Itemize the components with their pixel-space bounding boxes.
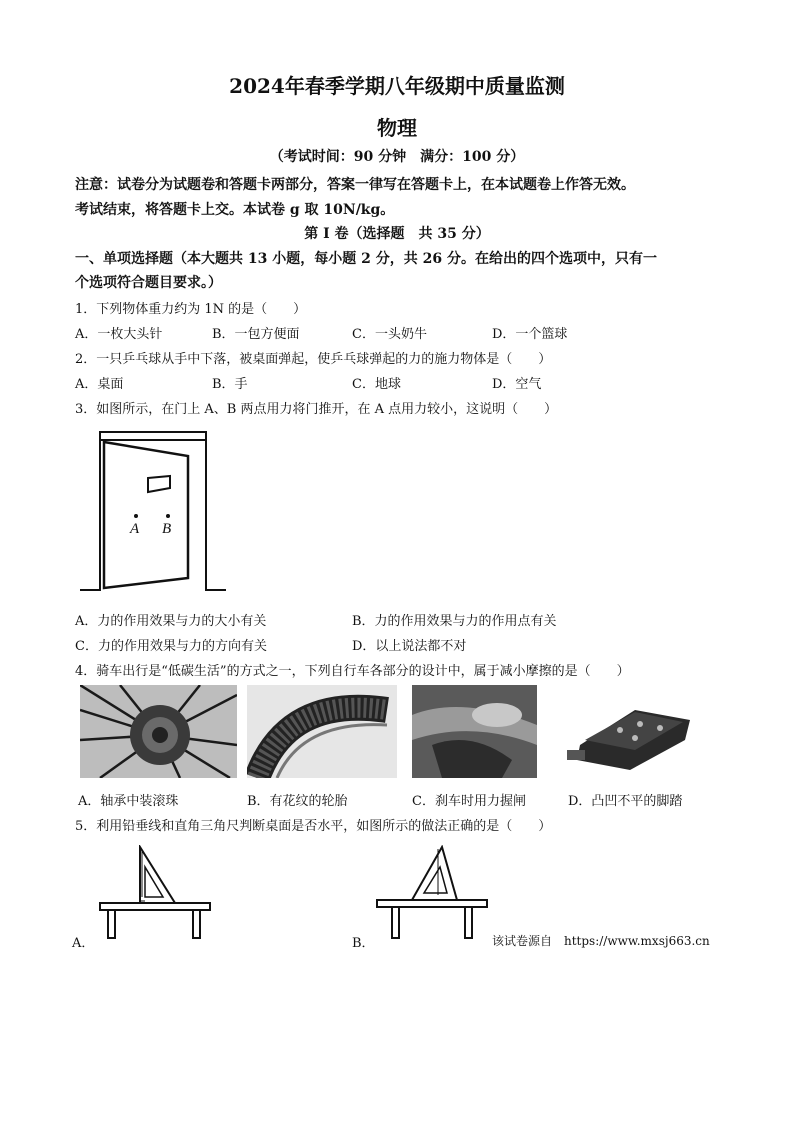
q3-option-a: A．力的作用效果与力的大小有关 (75, 614, 267, 629)
exam-title: 2024年春季学期八年级期中质量监测 (229, 74, 565, 98)
q4-option-d: D．凸凹不平的脚踏 (568, 794, 683, 809)
question-3-stem: 3．如图所示，在门上 A、B 两点用力将门推开，在 A 点用力较小，这说明（ ） (75, 402, 558, 417)
q4-option-b: B．有花纹的轮胎 (247, 794, 348, 809)
door-figure (78, 430, 228, 592)
notice-line-2: 考试结束，将答题卡上交。本试卷 g 取 10N/kg。 (75, 202, 395, 218)
question-4-stem: 4．骑车出行是“低碳生活”的方式之一，下列自行车各部分的设计中，属于减小摩擦的是（ ） (75, 664, 630, 679)
part1-heading: 第 I 卷（选择题 共 35 分） (304, 226, 490, 242)
q5-option-b: B． (352, 936, 375, 951)
bearing-photo (80, 685, 237, 778)
section-header-line-2: 个选项符合题目要求。） (75, 275, 222, 291)
q3-option-b: B．力的作用效果与力的作用点有关 (352, 614, 557, 629)
question-5-stem: 5．利用铅垂线和直角三角尺判断桌面是否水平，如图所示的做法正确的是（ ） (75, 819, 552, 834)
level-figure-a (95, 845, 215, 940)
q4-option-c: C．刹车时用力握闸 (412, 794, 526, 809)
door-label-b: B (162, 521, 172, 537)
door-label-a: A (130, 521, 140, 537)
door-point-b (166, 514, 170, 518)
pedal-photo (565, 690, 700, 775)
q1-option-b: B．一包方便面 (212, 327, 300, 342)
level-figure-b (372, 845, 492, 940)
q5-option-a: A． (72, 936, 95, 951)
brake-photo (412, 685, 537, 778)
q2-option-c: C．地球 (352, 377, 401, 392)
q2-option-b: B．手 (212, 377, 248, 392)
question-1-stem: 1．下列物体重力约为 1N 的是（ ） (75, 302, 307, 317)
q3-option-d: D．以上说法都不对 (352, 639, 467, 654)
q1-option-c: C．一头奶牛 (352, 327, 427, 342)
tire-photo (247, 685, 397, 778)
exam-info: （考试时间：90 分钟 满分：100 分） (269, 149, 525, 165)
q1-option-d: D．一个篮球 (492, 327, 568, 342)
section-header-line-1: 一、单项选择题（本大题共 13 小题，每小题 2 分，共 26 分。在给出的四个选项中，只有一 (75, 251, 657, 267)
notice-line-1: 注意：试卷分为试题卷和答题卡两部分，答案一律写在答题卡上，在本试题卷上作答无效。 (75, 177, 635, 193)
q2-option-d: D．空气 (492, 377, 542, 392)
door-point-a (134, 514, 138, 518)
q4-option-a: A．轴承中装滚珠 (78, 794, 179, 809)
source-note: 该试卷源自 https://www.mxsj663.cn (492, 934, 710, 948)
q3-option-c: C．力的作用效果与力的方向有关 (75, 639, 267, 654)
subject-title: 物理 (377, 116, 417, 140)
q1-option-a: A．一枚大头针 (75, 327, 163, 342)
q2-option-a: A．桌面 (75, 377, 124, 392)
question-2-stem: 2．一只乒乓球从手中下落，被桌面弹起，使乒乓球弹起的力的施力物体是（ ） (75, 352, 552, 367)
